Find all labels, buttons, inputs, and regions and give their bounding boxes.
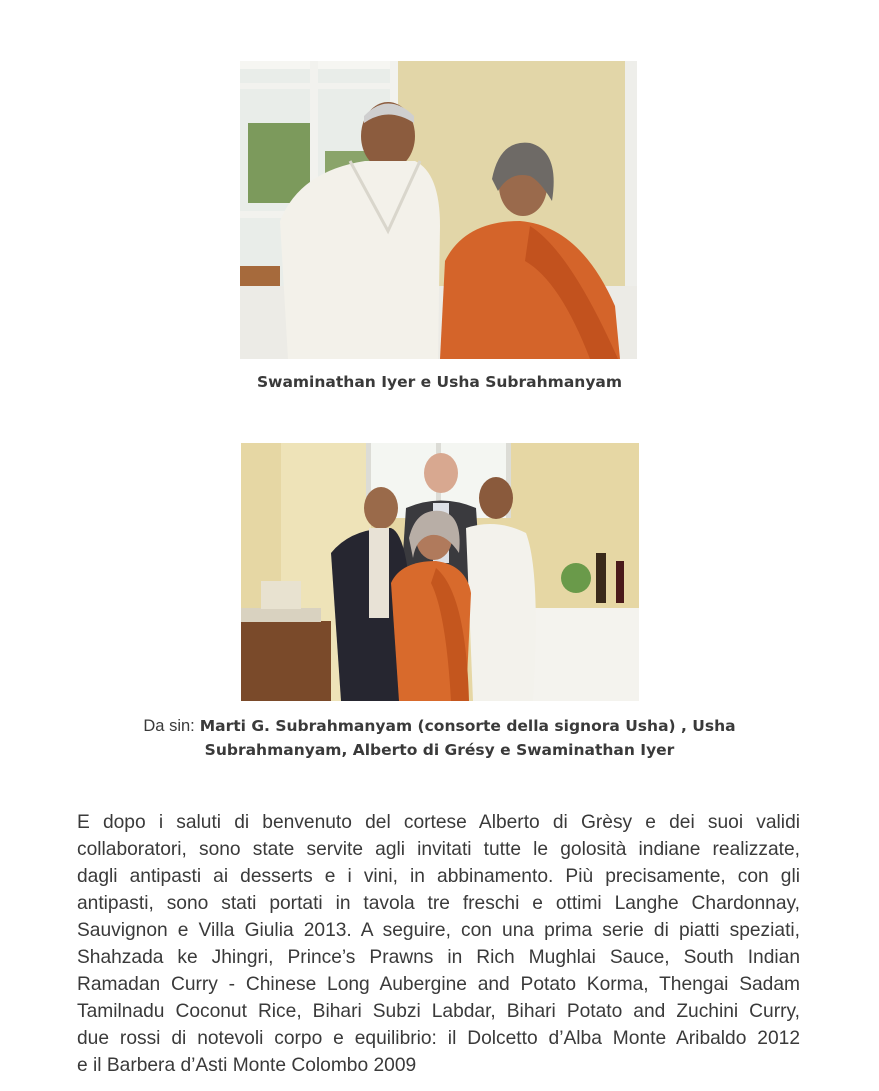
paragraph-line: collaboratori, sono state servite agli invitati tutte le golosità indiane realizzate,: [77, 839, 800, 860]
photo-caption-1: Swaminathan Iyer e Usha Subrahmanyam: [256, 373, 623, 391]
photo-group-of-four: [241, 443, 639, 701]
paragraph-line: Ramadan Curry - Chinese Long Aubergine and Potato Korma, Thengai Sadam: [77, 974, 800, 995]
paragraph-line: due rossi di notevoli corpo e equilibrio: il Dolcetto d’Alba Monte Aribaldo 2012: [77, 1028, 800, 1049]
caption-prefix: Da sin:: [143, 717, 195, 735]
paragraph-line: Sauvignon e Villa Giulia 2013. A seguire, con una prima serie di piatti speziati,: [77, 920, 800, 941]
caption-names-line-2: Subrahmanyam, Alberto di Grésy e Swaminathan Iyer: [204, 741, 675, 759]
photo-caption-2: [0, 714, 879, 762]
paragraph-line: e il Barbera d’Asti Monte Colombo 2009: [77, 1055, 417, 1076]
paragraph-line: dagli antipasti ai desserts e i vini, in abbinamento. Più precisamente, con gli: [77, 866, 800, 887]
paragraph-line: Shahzada ke Jhingri, Prince’s Prawns in Rich Mughlai Sauce, South Indian: [77, 947, 800, 968]
article-paragraph: [77, 809, 800, 1079]
photo-iyer-and-usha: [240, 61, 637, 359]
paragraph-line: E dopo i saluti di benvenuto del cortese Alberto di Grèsy e dei suoi validi: [77, 812, 800, 833]
paragraph-line: Tamilnadu Coconut Rice, Bihari Subzi Labdar, Bihari Potato and Zuchini Curry,: [77, 1001, 800, 1022]
caption-names-line-1: Marti G. Subrahmanyam (consorte della signora Usha) , Usha: [199, 717, 736, 735]
paragraph-line: antipasti, sono stati portati in tavola tre freschi e ottimi Langhe Chardonnay,: [77, 893, 800, 914]
caption-2-line-1: [0, 714, 879, 738]
